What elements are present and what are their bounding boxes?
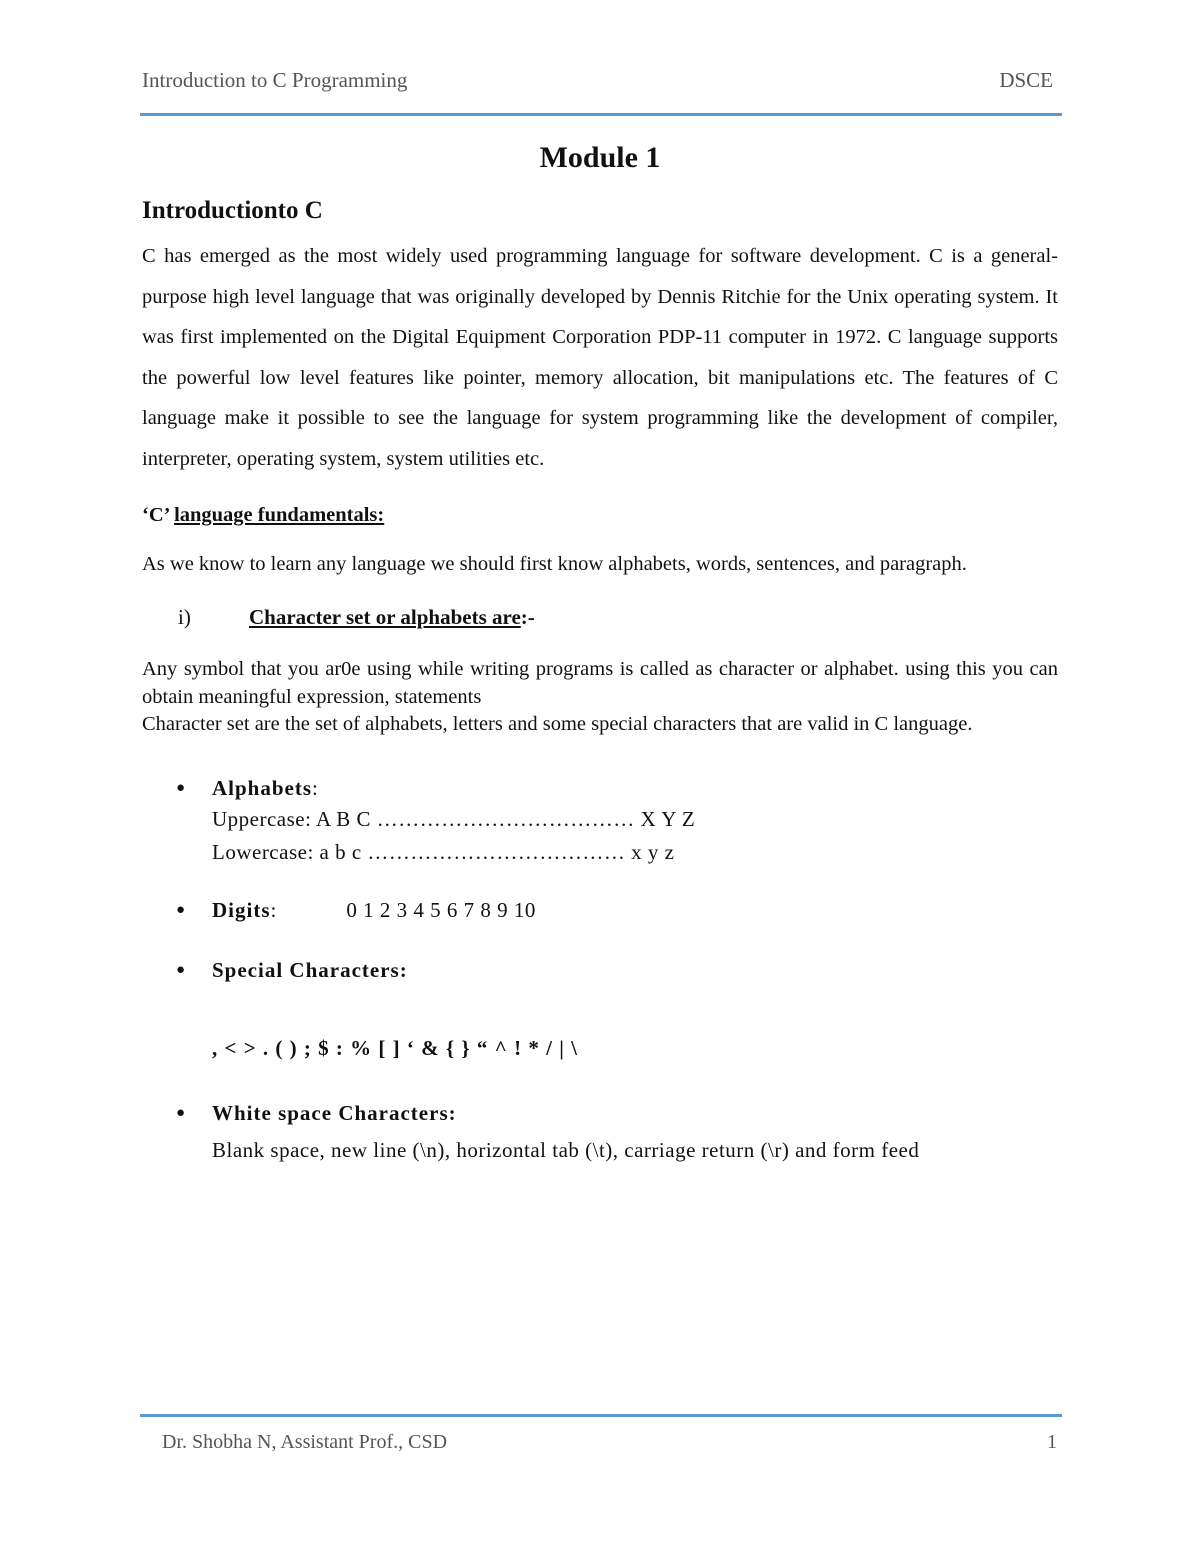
- white-space-label: White space Characters:: [212, 1100, 457, 1125]
- character-set-suffix: :-: [520, 605, 535, 629]
- intro-paragraph: C has emerged as the most widely used programming language for software development. C is a general-purpose high level language that was originally developed by Dennis Ritchie for the Unix operating system. It was first implemented on the Digital Equipment Corporation PDP-11 computer in 1972. C language supports the powerful low level features like pointer, memory allocation, bit manipulations etc. The features of C language make it possible to see the language for system programming like the development of compiler, interpreter, operating system, system utilities etc.: [142, 245, 1058, 470]
- alphabets-label: Alphabets: [212, 775, 313, 800]
- character-set-line-2: Character set are the set of alphabets, letters and some special characters that are valid in C language.: [142, 713, 973, 735]
- fundamentals-heading: [142, 501, 1058, 529]
- footer-author: Dr. Shobha N, Assistant Prof., CSD: [162, 1431, 448, 1453]
- list-item-digits: [142, 895, 1058, 925]
- page-content: [142, 138, 1058, 1165]
- character-list: [142, 773, 1058, 1165]
- character-set-number: i): [178, 605, 191, 629]
- white-space-value: Blank space, new line (\n), horizontal tab (\t), carriage return (\r) and form feed: [212, 1137, 920, 1162]
- footer-divider: [140, 1414, 1062, 1417]
- digits-label-suffix: :: [270, 897, 277, 922]
- fundamentals-paragraph: As we know to learn any language we should first know alphabets, words, sentences, and paragraph.: [142, 553, 967, 575]
- list-item-alphabets: [142, 773, 1058, 869]
- module-title: Module 1: [539, 141, 661, 174]
- fundamentals-title: language fundamentals:: [174, 504, 385, 526]
- header-institution: DSCE: [999, 68, 1053, 92]
- list-item-white-space: [142, 1098, 1058, 1165]
- alphabets-label-suffix: :: [312, 775, 318, 800]
- special-characters-value: , < > . ( ) ; $ : % [ ] ‘ & { } “ ^ ! * / | \: [212, 1035, 578, 1060]
- character-set-line-1: Any symbol that you ar0e using while writing programs is called as character or alphabet. using this you can obtain meaningful expression, statements: [142, 658, 1058, 708]
- list-item-special-characters: [142, 955, 1058, 1063]
- character-set-title: Character set or alphabets are: [249, 605, 521, 629]
- header-divider: [140, 113, 1062, 116]
- page-number: 1: [1047, 1431, 1057, 1453]
- special-characters-label: Special Characters:: [212, 957, 408, 982]
- header-title: Introduction to C Programming: [142, 68, 408, 92]
- fundamentals-prefix: ‘C’: [142, 504, 169, 526]
- alphabets-uppercase: Uppercase: A B C ……………………………… X Y Z: [212, 806, 696, 831]
- digits-label: Digits: [212, 897, 271, 922]
- section-title: Introductionto C: [142, 197, 323, 224]
- alphabets-lowercase: Lowercase: a b c ……………………………… x y z: [212, 839, 675, 864]
- character-set-paragraph: [142, 656, 1058, 739]
- character-set-heading: [142, 603, 1058, 631]
- digits-value: 0 1 2 3 4 5 6 7 8 9 10: [346, 897, 536, 922]
